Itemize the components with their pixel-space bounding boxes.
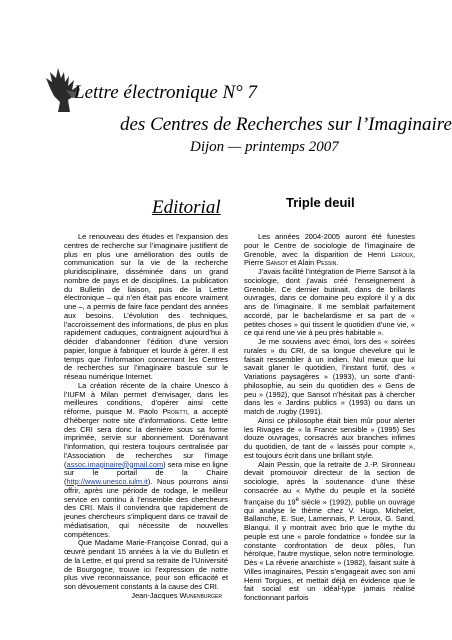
article-paragraph: Je me souviens avec émoi, lors des « soirées rurales » du CRI, de sa longue chevelure qui le faisait ressembler à un indien. Nul mieux que lui savait glaner le quotidien, l’instant furtif, des « Variations paysagères » (1993), un sorte d’anti-philosophie, au sein du quotidien des « Gens de peu » (1992), que Sansot n’hésitait pas à chercher dans les « Jardins publics » (1993) ou dans un match de .rugby (1991). — [244, 337, 415, 416]
person-name: Pessin — [316, 258, 337, 268]
triple-deuil-column — [244, 233, 415, 603]
article-paragraph: J’avais facilité l’intégration de Pierre Sansot à la sociologie, dont j’avais créé l’enseignement à Grenoble. Ce dernier butinait, dans de brillants ouvrages, dans ce domaine peu exploré il y a dix ans de l’imaginaire. Il me semblait parfaitement accordé, par le bachelardisme et sa part de « petites choses » qui tissent le quotidien d’une vie, « ce qui rend une vie à peu près habitable ». — [244, 267, 415, 338]
article-paragraph: Les années 2004-2005 auront été funestes pour le Centre de sociologie de l’imaginaire de Grenoble, avec la disparition de Henri Leroux, Pierre Sansot et Alain Pessin. — [244, 232, 415, 268]
editorial-column — [64, 233, 228, 601]
triple-deuil-heading: Triple deuil — [286, 195, 355, 210]
chair-website-link[interactable]: http://www.unesco.iulm.it — [66, 477, 148, 486]
person-name: Proietti — [162, 407, 188, 416]
newsletter-title: Lettre électronique N° 7 — [74, 82, 257, 103]
editorial-signature: Jean-Jacques Wunenburger — [131, 590, 222, 600]
editorial-paragraph: Le renouveau des études et l’expansion des centres de recherche sur l’imaginaire justifient de plus en plus une amélioration des outils de communication sur la vie de la recherche pluridisciplinaire, disséminée dans un grand nombre de pays et de disciplines. La publication du Bulletin de liaison, puis de la Lettre électronique – qui n’en était pas encore vraiment une –, a permis de faire face pendant des années aux besoins. L’évolution des techniques, l’accroissement des informations, de plus en plus rapidement caduques, contraignent aujourd’hui à décider d’abandonner l’édition d’une version papier, longue à fabriquer et lourde à gérer. Il est temps que l’information concernant les Centres de recherches sur l’imaginaire bascule sur le réseau numérique Internet. — [64, 232, 228, 381]
editorial-paragraph: Que Madame Marie-Françoise Conrad, qui a œuvré pendant 15 années à la vie du Bulletin et de la Lettre, et qui prend sa retraite de l’Université de Bourgogne, trouve ici l’expression de notre plus vive reconnaissance, pour son efficacité et son dévouement constants à la cause des CRI. — [64, 538, 228, 591]
person-name: Sansot — [265, 258, 288, 268]
article-paragraph: Ainsi ce philosophe était bien mûr pour alerter les Rivages de « la France sensible » (1995) Ses douze ouvrages, consacrés aux branches infimes du quotidien, de tant de « laissés pour compte », est toujours écrit dans une brillant style. — [244, 415, 415, 460]
email-link[interactable]: assoc.imaginaire@gmail.com — [66, 459, 164, 469]
newsletter-date: Dijon — printemps 2007 — [190, 139, 339, 155]
article-paragraph: Alain Pessin, que la retraite de J.-P. Sironneau devait promouvoir directeur de la section de sociologie, après la soutenance d’une thèse consacrée au « Mythe du peuple et la société française du 19e siècle » (1992), publie un ouvrage qui analyse le thème chez V. Hugo, Michelet, Ballanche, E. Sue, Lamennais, P. Leroux, G. Sand, Blanqui. Il y montrait avec brio que le mythe du peuple est une « parole fondatrice » fondée sur la constante confrontation de deux pôles, l’un héroïque, l’autre mystique, selon notre terminologie. Dès « La rêverie anarchiste » (1982), faisant suite à Villes imaginaires, Pessin s’engageait avec son ami Henri Torgues, et mettait déjà en évidence que le fait social est un idéal-type jamais réalisé fonctionnant parfois — [244, 459, 415, 603]
editorial-heading: Editorial — [152, 197, 221, 218]
editorial-paragraph: La création récente de la chaire Unesco à l’IUFM à Milan permet d’envisager, dans les meilleures conditions, d’opérer ainsi cette réforme, puisque M. Paolo Proietti, a accepté d’héberger notre site d’informations. Cette lettre des CRI sera donc la dernière sous sa forme imprimée, servie sur abonnement. Dorénavant l’information, qui restera toujours centralisée par l’Association de recherches sur l’image (assoc.imaginaire@gmail.com) sera mise en ligne sur le portail de la Chaire (http://www.unesco.iulm.it). Nous pourrons ainsi offrir, après une période de rodage, le meilleur service en continu à l’ensemble des chercheurs des CRI. Mais il conviendra que rapidement de jeunes chercheurs s’impliquent dans ce travail de médiatisation, qui nécessite de nouvelles compétences. — [64, 380, 229, 539]
person-name: Leroux — [391, 249, 413, 259]
newsletter-subtitle: des Centres de Recherches sur l’Imaginaire — [120, 114, 452, 135]
